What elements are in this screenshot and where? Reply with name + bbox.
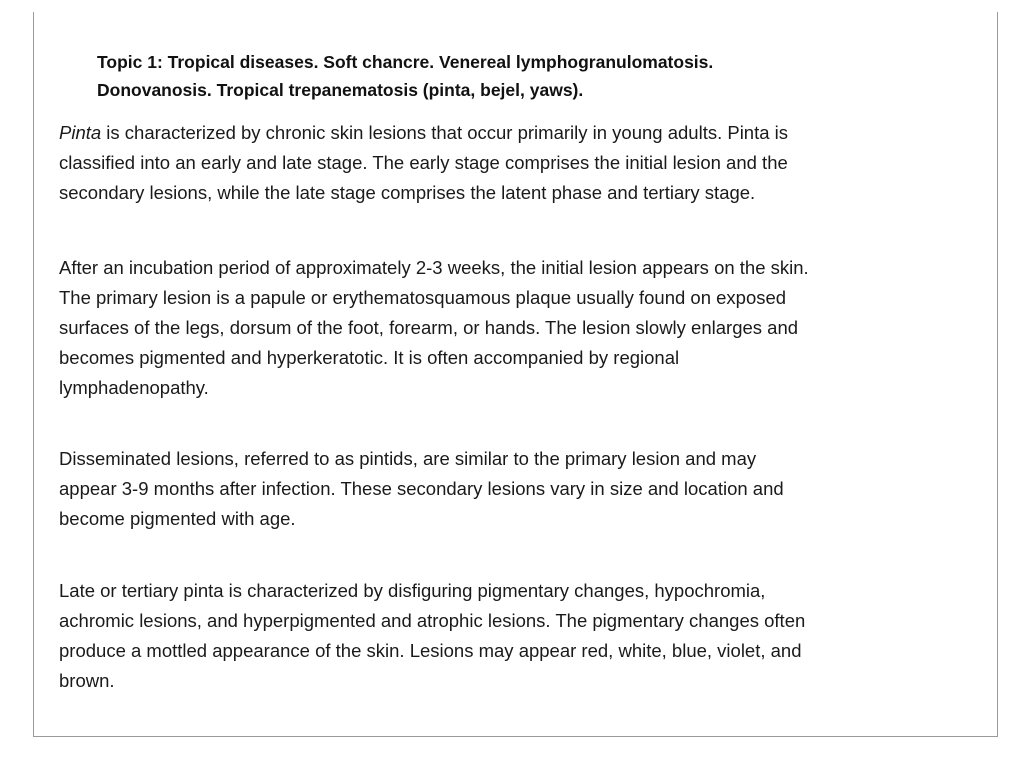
paragraph-disseminated-lesions [59,444,979,534]
paragraph-line: produce a mottled appearance of the skin. Lesions may appear red, white, blue, violet, and [59,640,802,661]
paragraph-line: appear 3-9 months after infection. These secondary lesions vary in size and location and [59,478,784,499]
paragraph-line: Disseminated lesions, referred to as pintids, are similar to the primary lesion and may [59,448,757,469]
document-title [97,48,977,104]
title-line-1: Topic 1: Tropical diseases. Soft chancre. Venereal lymphogranulomatosis. [97,52,714,72]
paragraph-line: classified into an early and late stage. The early stage comprises the initial lesion and the [59,152,788,173]
paragraph-tertiary-pinta [59,576,979,696]
paragraph-pinta-intro [59,118,979,208]
paragraph-line: become pigmented with age. [59,508,296,529]
document-page [33,12,998,737]
paragraph-line: lymphadenopathy. [59,377,209,398]
paragraph-line: After an incubation period of approximately 2-3 weeks, the initial lesion appears on the skin. [59,257,809,278]
paragraph-line: surfaces of the legs, dorsum of the foot, forearm, or hands. The lesion slowly enlarges and [59,317,799,338]
paragraph-line: achromic lesions, and hyperpigmented and atrophic lesions. The pigmentary changes often [59,610,806,631]
title-line-2: Donovanosis. Tropical trepanematosis (pinta, bejel, yaws). [97,80,584,100]
paragraph-line: brown. [59,670,115,691]
paragraph-line [59,118,979,148]
paragraph-line: The primary lesion is a papule or erythematosquamous plaque usually found on exposed [59,287,787,308]
paragraph-line: Late or tertiary pinta is characterized by disfiguring pigmentary changes, hypochromia, [59,580,766,601]
paragraph-line: secondary lesions, while the late stage comprises the latent phase and tertiary stage. [59,182,756,203]
paragraph-line: becomes pigmented and hyperkeratotic. It is often accompanied by regional [59,347,680,368]
pinta-italic-term: Pinta [59,122,102,143]
paragraph-primary-lesion [59,253,979,403]
paragraph-line-text: is characterized by chronic skin lesions that occur primarily in young adults. Pinta is [101,122,789,143]
